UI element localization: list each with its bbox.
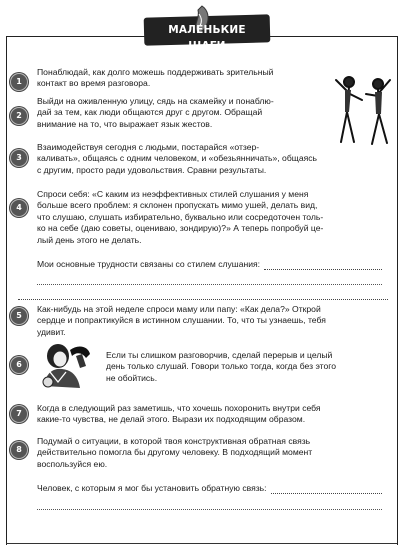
- step-4-answer-line-2[interactable]: [37, 284, 382, 285]
- step-8-answer-line-2[interactable]: [37, 509, 382, 510]
- step-7-text: Когда в следующий раз заметишь, что хочешь похоронить внутри себя какие-то чувства, не делай этого. Вырази их подходящим образом.: [37, 403, 321, 425]
- step-5-text: Как-нибудь на этой неделе спроси маму или папу: «Как дела?» Открой сердце и попрактикуйся в истинном слушании. То, что ты узнаешь, тебя удивит.: [37, 304, 326, 337]
- step-7-badge: 7: [10, 405, 28, 423]
- step-4-fill-label: Мои основные трудности связаны со стилем слушания:: [37, 259, 261, 269]
- step-4-text: Спроси себя: «С каким из неэффективных стилей слушания у меня больше всего проблем: я склонен пропускать мимо ушей, делать вид, что слушаю, слушать избирательно, буквально или сосредоточен толь- ко на себе (даю советы, оцениваю, зондирую)?» А теперь попробуй це- лый день этого не делать.: [37, 189, 324, 245]
- phone-talker-illustration: [36, 342, 96, 394]
- step-8-badge: 8: [10, 441, 28, 459]
- step-2-badge: 2: [10, 107, 28, 125]
- step-8-text: Подумай о ситуации, в которой твоя конструктивная обратная связь действительно помогла бы другому человеку. В подходящий момент воспользуйся ею.: [37, 436, 313, 469]
- step-2-text: Выйди на оживленную улицу, сядь на скамейку и понаблю- дай за тем, как люди общаются друг с другом. Обращай внимание на то, что выражает язык жестов.: [37, 96, 274, 129]
- step-6-text: Если ты слишком разговорчив, сделай перерыв и целый день только слушай. Говори только тогда, когда без этого не обойтись.: [106, 350, 337, 383]
- bottom-border: [6, 543, 397, 544]
- step-1-badge: 1: [10, 73, 28, 91]
- step-8-fill-label: Человек, с которым я мог бы установить обратную связь:: [37, 483, 267, 493]
- step-6-badge: 6: [10, 356, 28, 374]
- step-8-fill-line[interactable]: [37, 483, 382, 494]
- gesturing-people-illustration: [332, 70, 394, 148]
- step-4-fill-line[interactable]: [37, 259, 382, 270]
- step-3-badge: 3: [10, 149, 28, 167]
- step-5-badge: 5: [10, 307, 28, 325]
- step-8-answer-field[interactable]: [271, 485, 382, 494]
- header-title: МАЛЕНЬКИЕ ШАГИ: [168, 24, 246, 52]
- step-4-badge: 4: [10, 199, 28, 217]
- section-divider: [18, 299, 388, 300]
- step-1-text: Понаблюдай, как долго можешь поддерживать зрительный контакт во время разговора.: [37, 67, 274, 89]
- step-4-answer-field[interactable]: [264, 261, 382, 270]
- step-3-text: Взаимодействуя сегодня с людьми, постарайся «отзер- каливать», общаясь с одним человеком, и «обезьянничать», общаясь с другим, просто ради удовольствия. Сравни результаты.: [37, 142, 318, 175]
